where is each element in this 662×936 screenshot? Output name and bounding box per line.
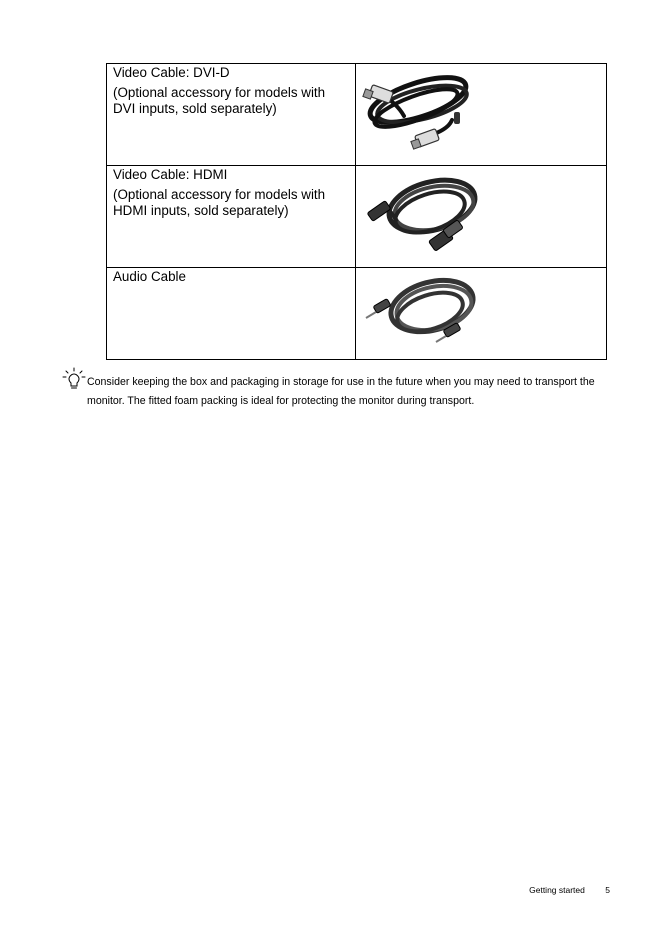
table-row	[107, 268, 607, 360]
image-cell	[356, 64, 607, 166]
image-cell	[356, 268, 607, 360]
item-name: Video Cable: HDMI	[113, 167, 228, 182]
item-note: (Optional accessory for models with DVI inputs, sold separately)	[113, 85, 326, 116]
description-cell	[107, 64, 356, 166]
page-footer	[470, 885, 610, 895]
footer-section-title: Getting started	[529, 885, 585, 895]
description-cell	[107, 166, 356, 268]
table-row	[107, 166, 607, 268]
image-cell	[356, 166, 607, 268]
tip-text: Consider keeping the box and packaging in storage for use in the future when you may need to transport the monitor. The fitted foam packing is ideal for protecting the monitor during transport.	[87, 376, 595, 407]
table-row	[107, 64, 607, 166]
page-number: 5	[605, 885, 610, 895]
item-note: (Optional accessory for models with HDMI inputs, sold separately)	[113, 187, 326, 218]
accessories-table	[106, 63, 607, 360]
dvi-cable-icon	[356, 64, 608, 164]
audio-cable-icon	[356, 268, 608, 358]
item-name: Audio Cable	[113, 269, 186, 284]
lightbulb-icon	[62, 367, 86, 391]
hdmi-cable-icon	[356, 166, 608, 266]
description-cell	[107, 268, 356, 360]
item-name: Video Cable: DVI-D	[113, 65, 230, 80]
